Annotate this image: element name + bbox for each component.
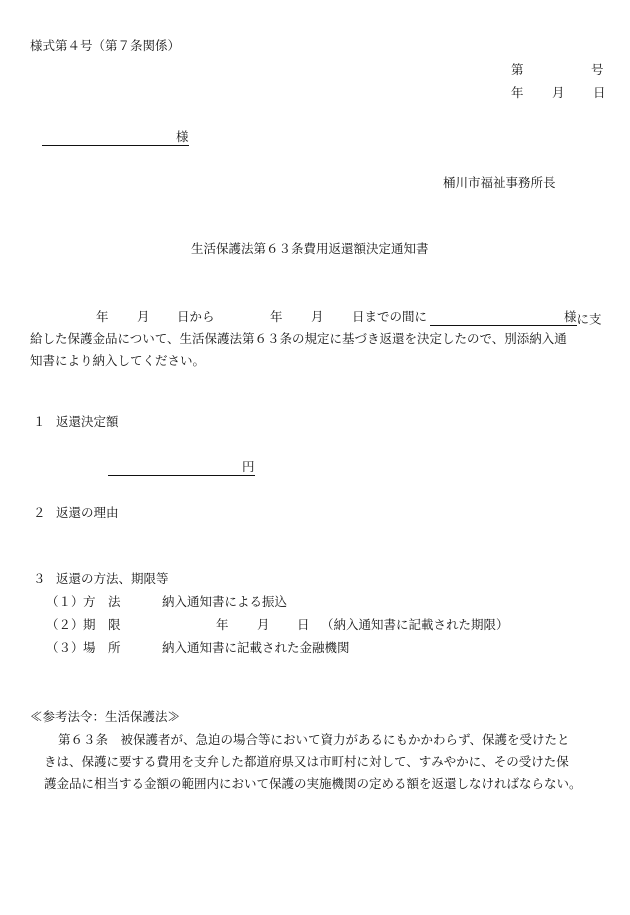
body-line-2: 給した保護金品について、生活保護法第６３条の規定に基づき返還を決定したので、別添納入通	[30, 331, 567, 346]
section3-item-2-note: （納入通知書に記載された期限）	[321, 617, 509, 632]
header-date-day: 日	[593, 85, 606, 100]
section3-item-2-number: （２）	[46, 617, 84, 632]
section3-item-3-key: 場 所	[83, 640, 121, 655]
issuer: 桶川市福祉事務所長	[443, 175, 556, 190]
page-title: 生活保護法第６３条費用返還額決定通知書	[191, 241, 429, 256]
section3-item-3-value: 納入通知書に記載された金融機関	[162, 640, 350, 655]
addressee-blank	[42, 131, 176, 146]
body-line-3: 知書により納入してください。	[30, 353, 206, 368]
reference-line-3: 護金品に相当する金額の範囲内において保護の実施機関の定める額を返還しなければならない。	[44, 776, 582, 791]
body-year-2: 年	[270, 309, 283, 324]
header-date-year: 年	[511, 85, 524, 100]
section3-item-1-number: （１）	[46, 594, 84, 609]
section3-item-2-month: 月	[257, 617, 270, 632]
section3-item-3-number: （３）	[46, 640, 84, 655]
addressee-suffix: 様	[176, 129, 189, 144]
section3-item-1-value: 納入通知書による振込	[162, 594, 288, 609]
body-month-2: 月	[311, 309, 324, 324]
section3-item-2-day: 日	[297, 617, 310, 632]
amount-line	[108, 461, 255, 476]
amount-unit: 円	[242, 459, 255, 474]
form-label: 様式第４号（第７条関係）	[30, 38, 181, 53]
body-month-1: 月	[137, 309, 150, 324]
reference-line-1: 第６３条 被保護者が、急迫の場合等において資力があるにもかかわらず、保護を受けたと	[58, 732, 570, 747]
doc-number-suffix: 号	[591, 62, 604, 77]
addressee-line	[42, 131, 189, 146]
header-date-month: 月	[552, 85, 565, 100]
section2-label: 返還の理由	[56, 505, 119, 520]
body-payee-line	[430, 311, 602, 326]
section3-number: ３	[33, 571, 46, 586]
body-year-1: 年	[96, 309, 109, 324]
section3-item-2-key: 期 限	[83, 617, 121, 632]
body-day-from: 日から	[177, 309, 215, 324]
reference-heading: ≪参考法令：生活保護法≫	[30, 709, 181, 724]
section3-item-2-year: 年	[216, 617, 229, 632]
body-payee-suffix: 様	[564, 309, 577, 324]
amount-blank	[108, 461, 242, 476]
section3-item-1-key: 方 法	[83, 594, 121, 609]
section3-label: 返還の方法、期限等	[56, 571, 169, 586]
body-day-until: 日までの間に	[352, 309, 428, 324]
section1-label: 返還決定額	[56, 414, 119, 429]
body-payee-blank	[430, 311, 564, 326]
section2-number: ２	[33, 505, 46, 520]
doc-number-prefix: 第	[511, 62, 524, 77]
body-line1-end: に支	[576, 311, 602, 327]
reference-line-2: きは、保護に要する費用を支弁した都道府県又は市町村に対して、すみやかに、その受けた保	[44, 754, 569, 769]
section1-number: １	[33, 414, 46, 429]
